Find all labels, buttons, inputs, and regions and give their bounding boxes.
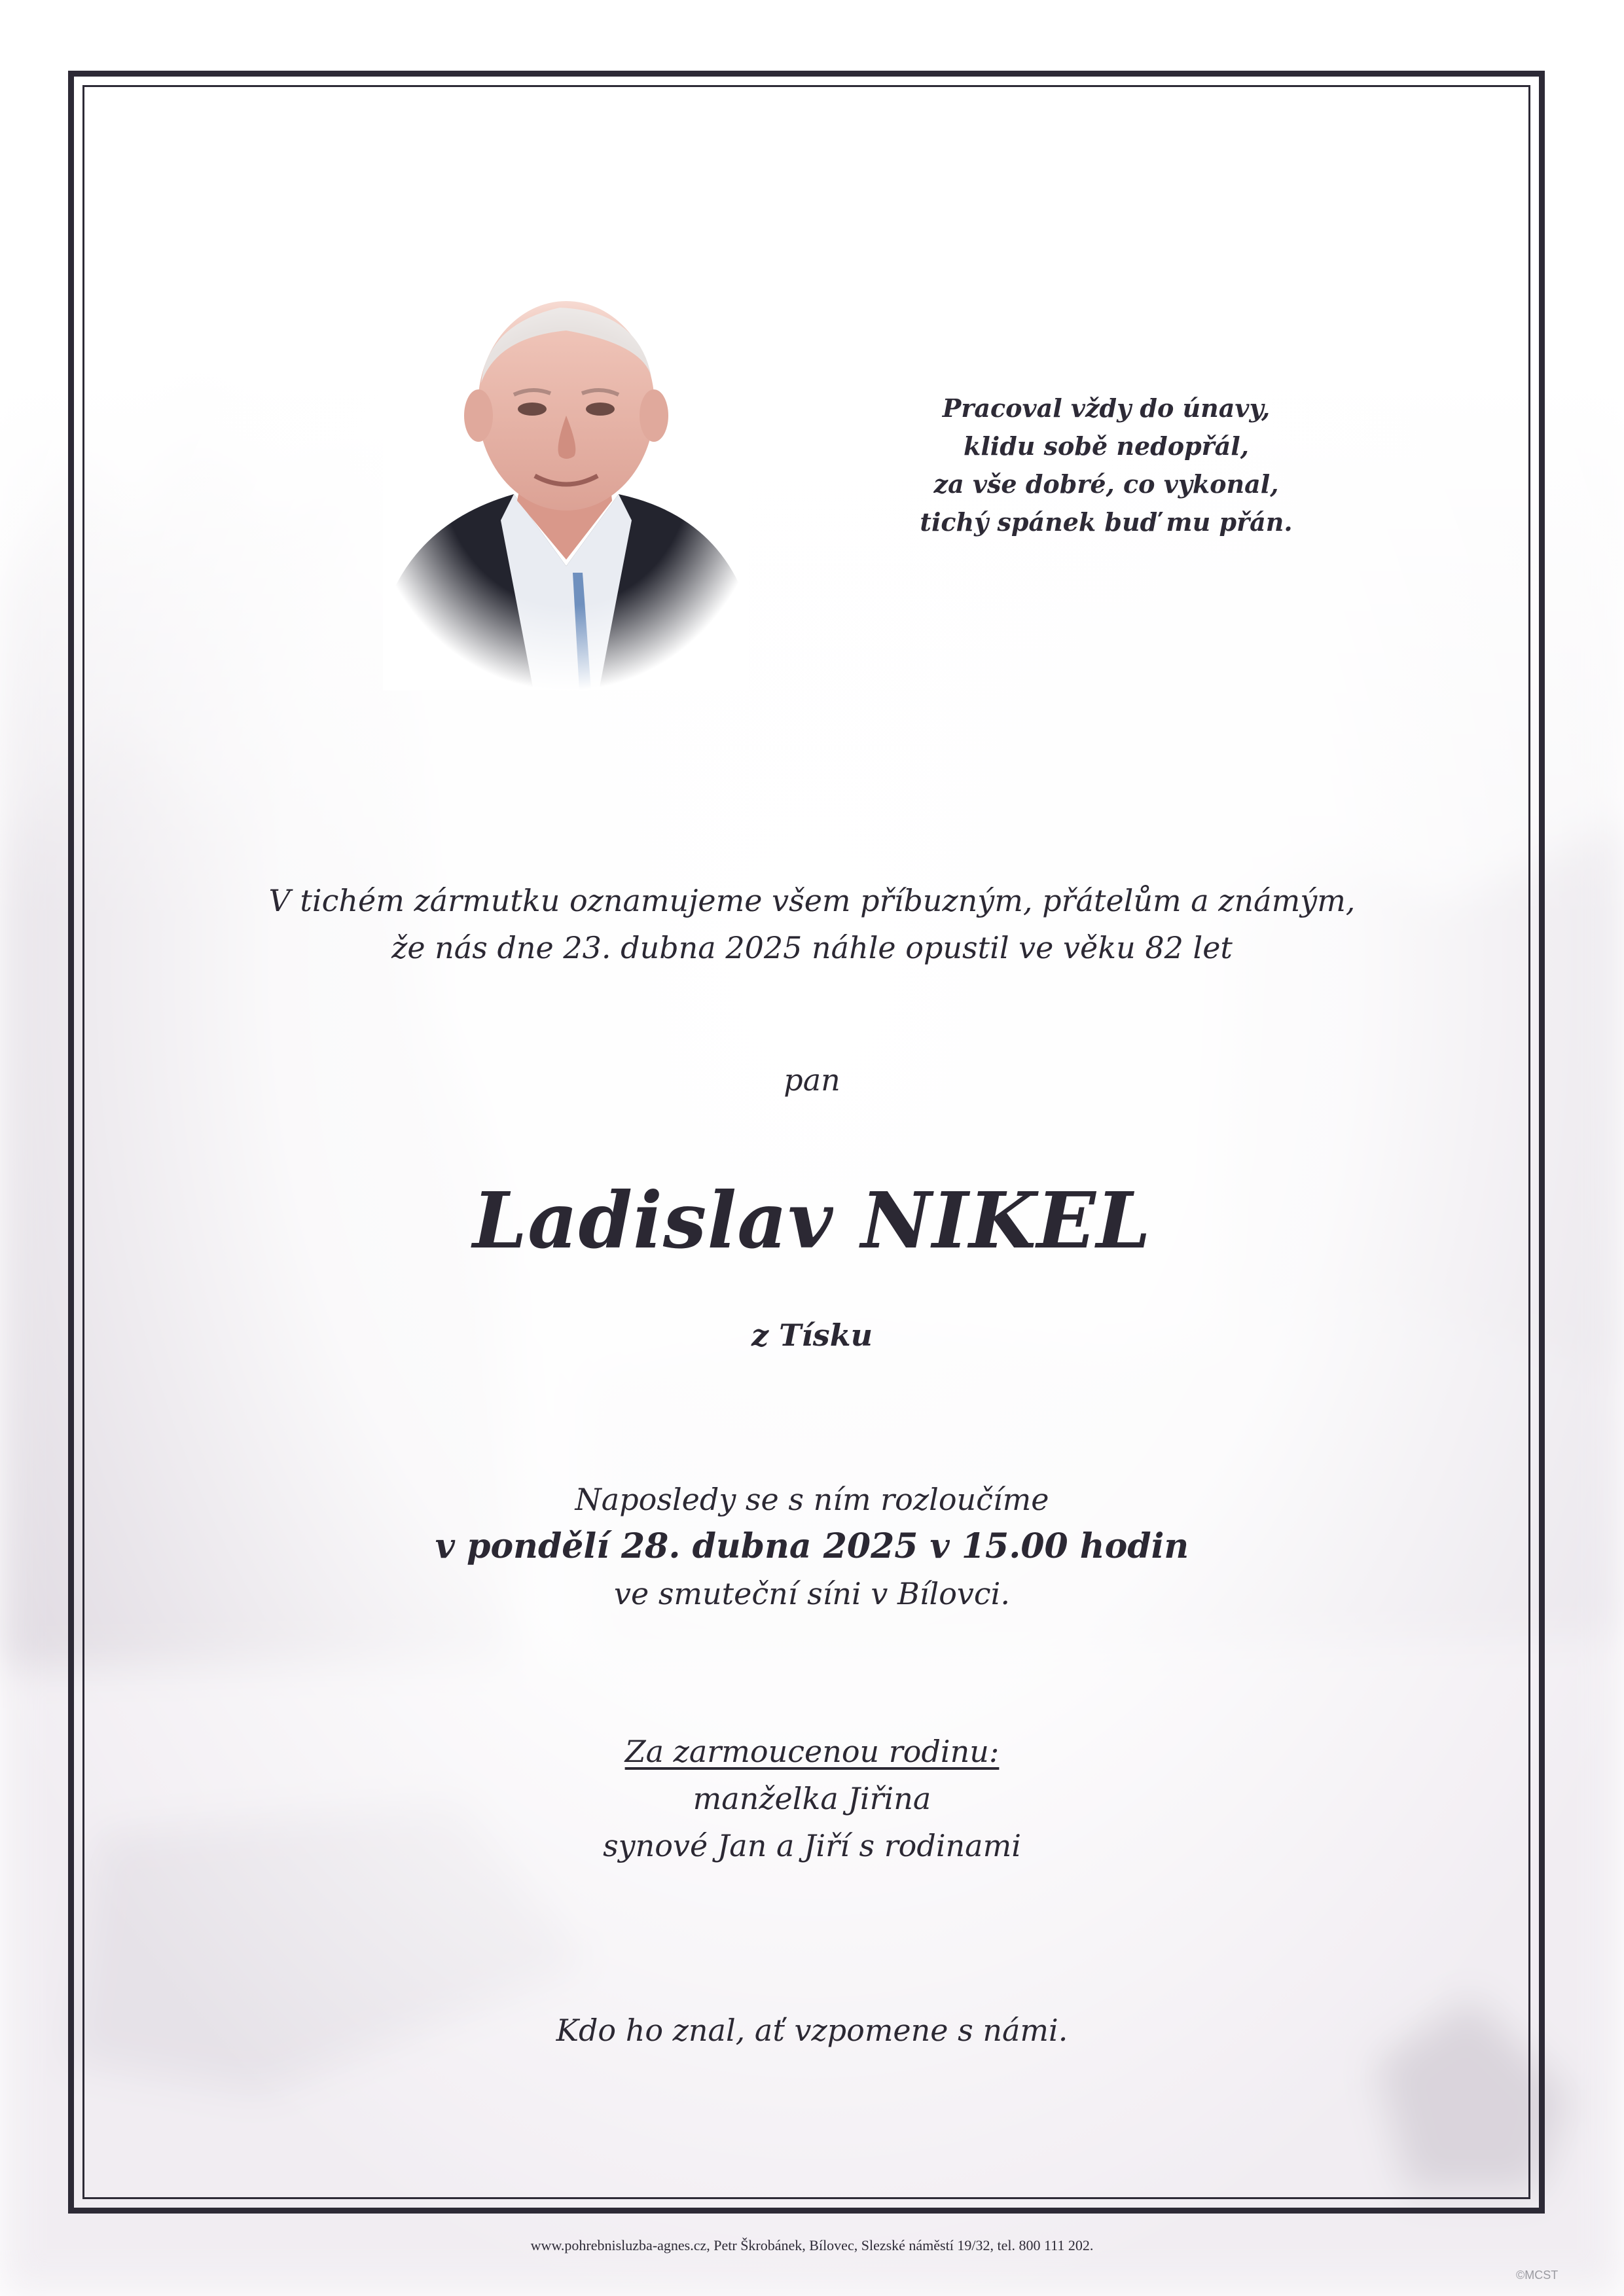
poem-line: Pracoval vždy do únavy, <box>942 393 1271 423</box>
farewell-line: Naposledy se s ním rozloučíme <box>575 1482 1049 1517</box>
salutation: pan <box>784 1062 840 1098</box>
farewell-details <box>0 1476 1624 1617</box>
memorial-poem <box>844 389 1368 541</box>
farewell-location: ve smuteční síni v Bílovci. <box>613 1576 1010 1611</box>
farewell-date-time: v pondělí 28. dubna 2025 v 15.00 hodin <box>435 1526 1189 1566</box>
deceased-name: Ladislav NIKEL <box>473 1175 1151 1266</box>
deceased-origin: z Tísku <box>751 1318 873 1353</box>
funeral-service-footer: www.pohrebnisluzba-agnes.cz, Petr Škrobánek, Bílovec, Slezské náměstí 19/32, tel. 800 111 202. <box>530 2237 1094 2253</box>
poem-line: tichý spánek buď mu přán. <box>920 507 1293 537</box>
family-heading: Za zarmoucenou rodinu: <box>624 1734 1000 1769</box>
family-member: manželka Jiřina <box>693 1781 931 1816</box>
announcement-intro <box>0 877 1624 971</box>
intro-line: že nás dne 23. dubna 2025 náhle opustil ve věku 82 let <box>391 930 1233 965</box>
family-section <box>0 1728 1624 1869</box>
portrait-photo <box>383 285 749 691</box>
intro-line: V tichém zármutku oznamujeme všem příbuzným, přátelům a známým, <box>268 883 1356 918</box>
poem-line: klidu sobě nedopřál, <box>964 431 1249 461</box>
closing-line: Kdo ho znal, ať vzpomene s námi. <box>556 2013 1068 2048</box>
poem-line: za vše dobré, co vykonal, <box>933 469 1279 499</box>
family-member: synové Jan a Jiří s rodinami <box>603 1828 1021 1863</box>
watermark: ©MCST <box>1516 2269 1559 2282</box>
